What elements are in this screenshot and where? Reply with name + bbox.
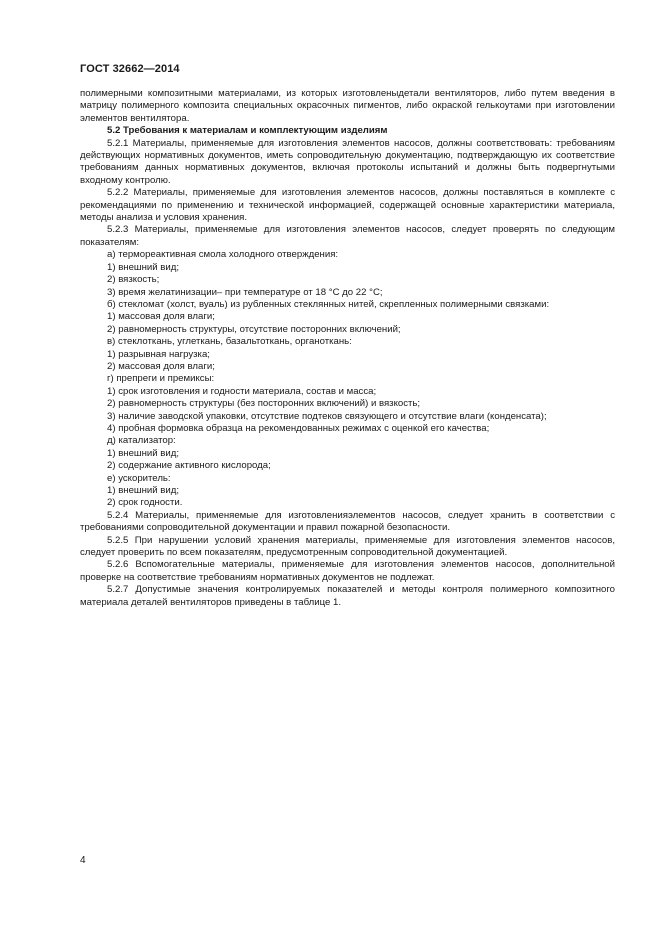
list-item: 1) массовая доля влаги; xyxy=(107,311,215,323)
paragraph-5-2-2: 5.2.2 Материалы, применяемые для изготовления элементов насосов, должны поставляться в комплекте с рекомендациями по применению и технической информацией, содержащей основные характеристики материала, методы анализа и условия хранения. xyxy=(80,187,615,224)
section-heading-5-2: 5.2 Требования к материалам и комплектующим изделиям xyxy=(107,125,388,137)
list-item: 1) внешний вид; xyxy=(107,447,180,459)
list-item: б) стекломат (холст, вуаль) из рубленных стеклянных нитей, скрепленных полимерными связками: xyxy=(107,298,550,310)
list-item: 1) разрывная нагрузка; xyxy=(107,348,210,360)
list-item: 2) содержание активного кислорода; xyxy=(107,460,271,472)
list-item: д) катализатор: xyxy=(107,435,176,447)
list-item: 2) вязкость; xyxy=(107,274,160,286)
paragraph-5-2-7: 5.2.7 Допустимые значения контролируемых показателей и методы контроля полимерного композитного материала деталей вентиляторов приведены в таблице 1. xyxy=(80,584,615,608)
list-item: 2) массовая доля влаги; xyxy=(107,360,215,372)
list-item: 2) равномерность структуры, отсутствие посторонних включений; xyxy=(107,323,401,335)
paragraph-5-2-3: 5.2.3 Материалы, применяемые для изготовления элементов насосов, следует проверять по следующим показателям: xyxy=(80,224,615,248)
paragraph-5-2-5: 5.2.5 При нарушении условий хранения материалы, применяемые для изготовления элементов насосов, следует проверить по всем показателям, предусмотренным сопроводительной документацией. xyxy=(80,534,615,559)
list-item: 3) наличие заводской упаковки, отсутствие подтеков связующего и отсутствие влаги (конденсата); xyxy=(107,410,547,422)
document-body xyxy=(80,88,615,609)
list-item: в) стеклоткань, углеткань, базальтоткань, органоткань: xyxy=(107,336,352,348)
list-item: 2) срок годности. xyxy=(107,497,183,509)
paragraph-5-2-6: 5.2.6 Вспомогательные материалы, применяемые для изготовления элементов насосов, дополнительной проверке на соответствие требованиям нормативных документов не подлежат. xyxy=(80,559,615,583)
paragraph-5-2-4: 5.2.4 Материалы, применяемые для изготовленияэлементов насосов, следует хранить в соответствии с требованиями сопроводительной документации и правил пожарной безопасности. xyxy=(80,509,615,534)
list-item: 4) пробная формовка образца на рекомендованных режимах с оценкой его качества; xyxy=(107,422,490,434)
paragraph-5-2-1: 5.2.1 Материалы, применяемые для изготовления элементов насосов, должны соответствовать: требованиям действующих нормативных документов, иметь сопроводительную документацию, подтверждающую их соответствие требованиям данных нормативных документов, включая протоколы испытаний и должны быть подвергнутыми входному контролю. xyxy=(80,137,615,186)
list-item: 3) время желатинизации– при температуре от 18 °С до 22 °С; xyxy=(107,286,383,298)
document-header: ГОСТ 32662—2014 xyxy=(80,63,180,75)
paragraph-intro: полимерными композитными материалами, из которых изготовленыдетали вентиляторов, либо путем введения в матрицу полимерного композита специальных окрасочных пигментов, либо окраской гелькоутами при изготовлении элементов вентилятора. xyxy=(80,88,615,124)
list-item: 1) внешний вид; xyxy=(107,261,180,273)
page-number: 4 xyxy=(80,855,86,866)
list-item: г) препреги и премиксы: xyxy=(107,373,215,385)
list-item: е) ускоритель: xyxy=(107,472,171,484)
list-item: а) термореактивная смола холодного отверждения: xyxy=(107,249,339,261)
list-item: 1) внешний вид; xyxy=(107,485,180,496)
list-item: 1) срок изготовления и годности материала, состав и масса; xyxy=(107,385,377,397)
list-item: 2) равномерность структуры (без посторонних включений) и вязкость; xyxy=(107,398,421,410)
